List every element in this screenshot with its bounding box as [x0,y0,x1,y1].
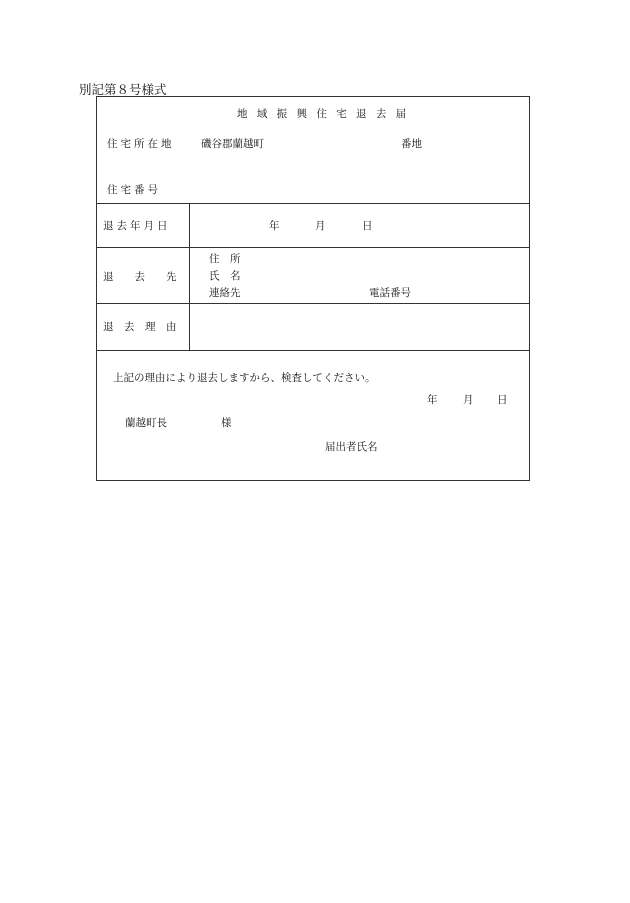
declaration-day: 日 [497,394,508,406]
date-year: 年 [269,220,280,232]
form-title: 地 域 振 興 住 宅 退 去 届 [237,108,410,120]
destination-contact-label: 連絡先 [209,287,241,299]
divider-address [97,203,529,204]
date-day: 日 [362,220,373,232]
destination-phone-label: 電話番号 [369,287,411,299]
move-out-date-label: 退去年月日 [103,220,171,232]
declaration-statement: 上記の理由により退去しますから、検査してください。 [113,372,376,384]
address-label: 住宅所在地 [107,138,175,150]
destination-address-label: 住 所 [209,253,241,265]
form-number: 別記第８号様式 [79,82,167,97]
declaration-year: 年 [427,394,438,406]
addressee: 蘭越町長 [125,417,167,429]
move-out-notice-form [96,96,530,481]
destination-name-label: 氏 名 [209,270,241,282]
house-number-label: 住宅番号 [107,184,161,196]
applicant-name-label: 届出者氏名 [325,441,378,453]
label-column-divider [189,203,190,350]
reason-label: 退 去 理 由 [103,321,177,333]
divider-reason [97,350,529,351]
lot-suffix: 番地 [401,138,422,150]
divider-date [97,247,529,248]
divider-destination [97,303,529,304]
destination-label: 退 去 先 [103,271,177,283]
honorific: 様 [221,417,232,429]
declaration-month: 月 [463,394,474,406]
date-month: 月 [315,220,326,232]
town-name: 磯谷郡蘭越町 [201,138,264,150]
